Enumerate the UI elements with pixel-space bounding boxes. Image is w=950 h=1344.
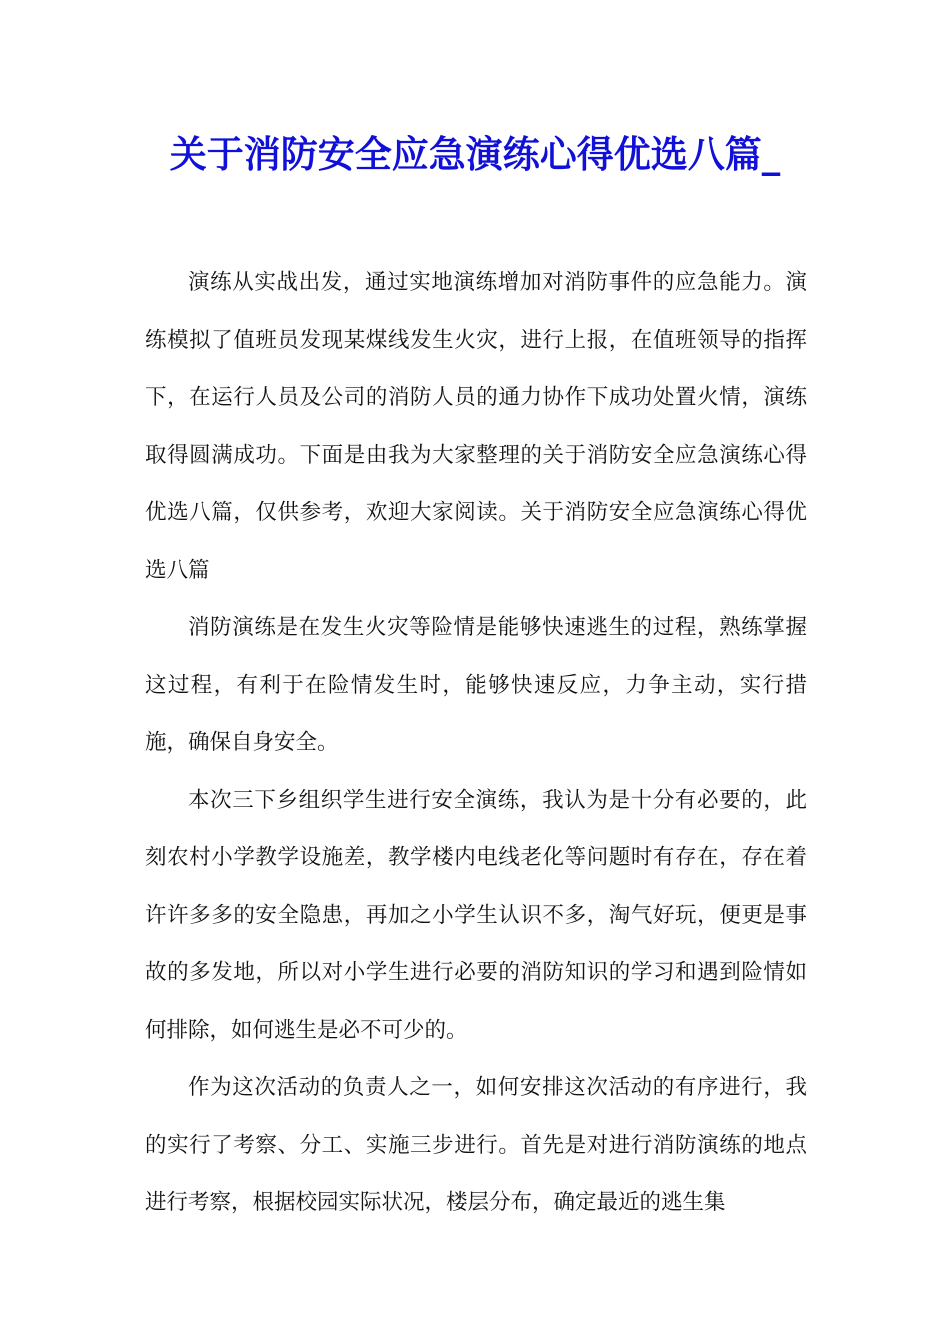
document-body (145, 254, 807, 1232)
paragraph-1: 演练从实战出发，通过实地演练增加对消防事件的应急能力。演练模拟了值班员发现某煤线发生火灾，进行上报，在值班领导的指挥下，在运行人员及公司的消防人员的通力协作下成功处置火情，演练取得圆满成功。下面是由我为大家整理的关于消防安全应急演练心得优选八篇，仅供参考，欢迎大家阅读。关于消防安全应急演练心得优选八篇 (145, 270, 807, 583)
paragraph-3: 本次三下乡组织学生进行安全演练，我认为是十分有必要的，此刻农村小学教学设施差，教学楼内电线老化等问题时有存在，存在着许许多多的安全隐患，再加之小学生认识不多，淘气好玩，便更是事故的多发地，所以对小学生进行必要的消防知识的学习和遇到险情如何排除，如何逃生是必不可少的。 (145, 787, 807, 1043)
paragraph-2: 消防演练是在发生火灾等险情是能够快速逃生的过程，熟练掌握这过程，有利于在险情发生时，能够快速反应，力争主动，实行措施，确保自身安全。 (145, 615, 807, 755)
paragraph-4: 作为这次活动的负责人之一，如何安排这次活动的有序进行，我的实行了考察、分工、实施三步进行。首先是对进行消防演练的地点进行考察，根据校园实际状况，楼层分布，确定最近的逃生集 (145, 1075, 807, 1215)
document-title: 关于消防安全应急演练心得优选八篇_ (169, 132, 781, 176)
